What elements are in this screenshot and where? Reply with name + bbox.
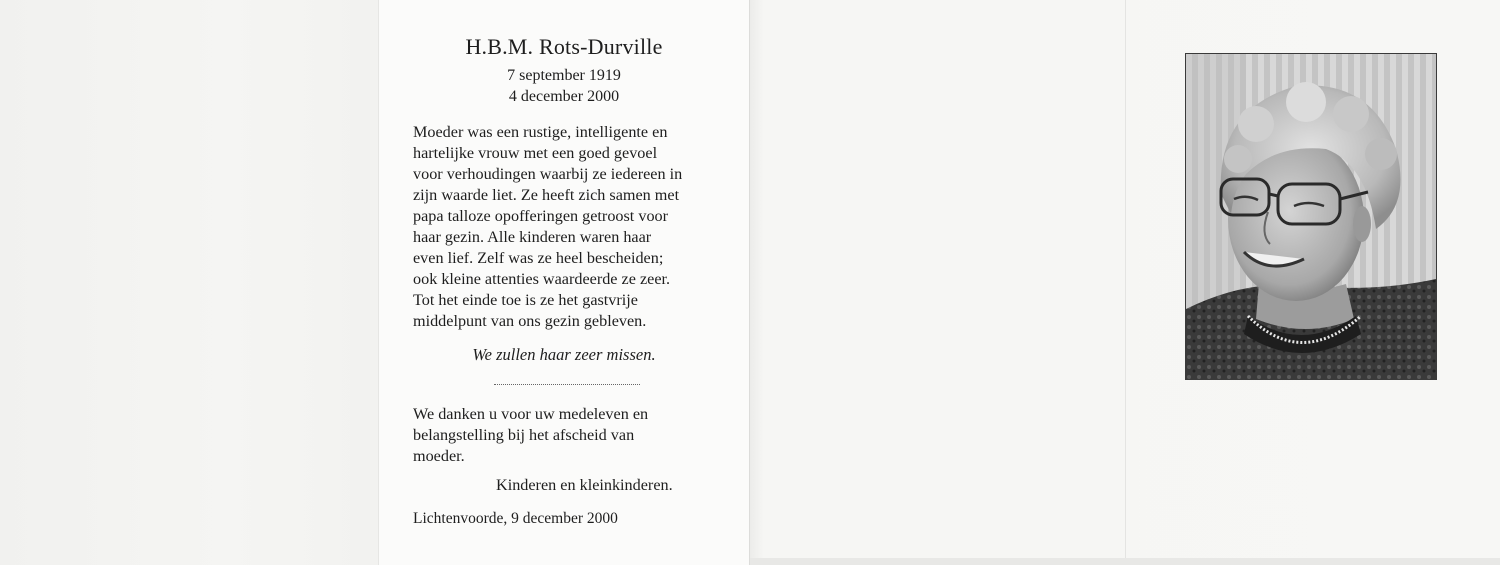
deceased-name: H.B.M. Rots-Durville	[465, 34, 663, 59]
memorial-line: Moeder was een rustige, intelligente en	[413, 123, 668, 141]
thanks-line: belangstelling bij het afscheid van	[413, 426, 635, 444]
thanks-line: moeder.	[413, 447, 465, 465]
dotted-divider	[494, 384, 640, 385]
motto: We zullen haar zeer missen.	[472, 345, 656, 364]
paper-edge	[750, 558, 1500, 565]
portrait-photo	[1186, 54, 1436, 379]
birth-date: 7 september 1919	[507, 67, 621, 84]
memorial-line: haar gezin. Alle kinderen waren haar	[413, 228, 652, 246]
memorial-line: ook kleine attenties waardeerde ze zeer.	[413, 270, 671, 288]
thanks-text	[413, 404, 648, 467]
fold-line	[1125, 0, 1126, 565]
card-back-panel	[0, 0, 378, 565]
portrait-illustration	[1186, 54, 1436, 379]
memorial-line: middelpunt van ons gezin gebleven.	[413, 312, 647, 330]
memorial-line: voor verhoudingen waarbij ze iedereen in	[413, 165, 683, 183]
memorial-line: papa talloze opofferingen getroost voor	[413, 207, 669, 225]
signature-line: Kinderen en kleinkinderen.	[496, 476, 673, 494]
memorial-line: zijn waarde liet. Ze heeft zich samen met	[413, 186, 680, 204]
death-date: 4 december 2000	[508, 88, 620, 105]
place-and-date: Lichtenvoorde, 9 december 2000	[413, 510, 618, 527]
memorial-line: hartelijke vrouw met een goed gevoel	[413, 144, 658, 162]
memorial-line: Tot het einde toe is ze het gastvrije	[413, 291, 638, 309]
memorial-line: even lief. Zelf was ze heel bescheiden;	[413, 249, 664, 267]
memorial-text	[413, 122, 733, 332]
thanks-line: We danken u voor uw medeleven en	[413, 405, 649, 423]
